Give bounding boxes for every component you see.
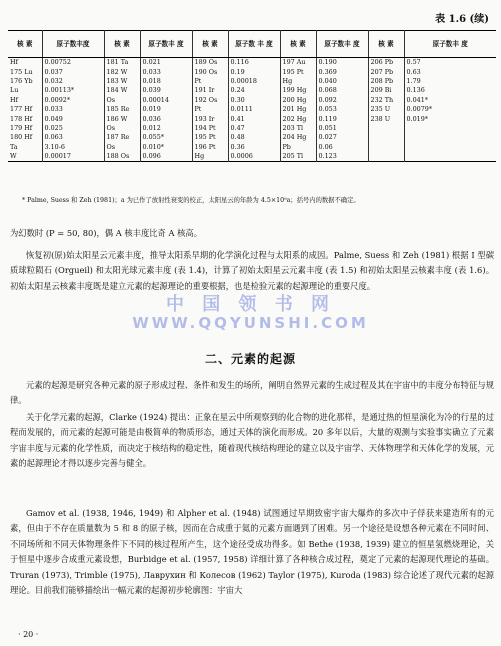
abundance-cell: 1.79 [404,77,496,86]
nuclide-cell: 183 W [104,77,140,86]
abundance-cell: 0.018 [140,77,192,86]
abundance-cell: 0.063 [42,133,104,142]
abundance-cell: 0.48 [228,133,280,142]
nuclide-cell: 184 W [104,86,140,95]
table-caption: 表 1.6 (续) [435,14,489,25]
table-row [8,124,496,133]
nuclide-cell: 182 W [104,67,140,76]
abundance-cell: 0.06 [316,143,368,152]
abundance-cell: 0.00014 [140,96,192,105]
abundance-cell: 0.36 [228,143,280,152]
abundance-cell: 0.096 [140,152,192,162]
nuclide-cell: 194 Pt [192,124,228,133]
column-header: 原子数丰 度 [404,31,496,58]
site-watermark [0,290,501,332]
abundance-cell [404,152,496,162]
abundance-cell: 0.068 [316,86,368,95]
abundance-cell: 0.019* [404,114,496,123]
abundance-cell: 0.41 [228,114,280,123]
abundance-cell: 0.092 [316,96,368,105]
table-row [8,86,496,95]
nuclide-cell: 179 Hf [10,123,33,132]
abundance-cell: 0.47 [228,124,280,133]
table-header-row [8,31,496,58]
abundance-cell [404,143,496,152]
abundance-cell: 0.032 [42,77,104,86]
table-row [8,114,496,123]
column-header: 核 素 [192,31,228,58]
abundance-cell: 0.039 [140,86,192,95]
nuclide-cell: 205 Tl [280,152,316,162]
abundance-cell: 3.10-6 [42,143,104,152]
abundance-cell: 0.00017 [42,152,104,162]
abundance-cell: 0.57 [404,58,496,68]
nuclide-cell: 186 W [104,114,140,123]
column-header: 原子数丰 度 [140,31,192,58]
nuclide-cell: Os [104,143,140,152]
nuclide-cell: 185 Re [104,105,140,114]
abundance-cell: 0.136 [404,86,496,95]
nuclide-cell: 208 Pb [368,77,404,86]
abundance-cell: 0.025 [42,124,104,133]
table-row [8,143,496,152]
abundance-cell: 0.0092* [42,96,104,105]
nuclide-cell: 187 Re [104,133,140,142]
nuclide-cell: 204 Hg [280,133,316,142]
abundance-cell: 0.116 [228,58,280,68]
table-row [8,105,496,114]
nuclide-cell: Os [104,96,140,105]
body-paragraph: 为幻数时 (P = 50, 80)，偶 A 核丰度比奇 A 核高。 [10,228,203,238]
abundance-cell: 0.036 [140,114,192,123]
table-row [8,133,496,142]
abundance-cell: 0.012 [140,124,192,133]
nuclide-cell: 202 Hg [280,114,316,123]
nuclide-cell: 178 Hf [10,114,33,123]
nuclide-cell: Lu [10,86,19,95]
abundance-cell: 0.033 [140,67,192,76]
column-header: 核 素 [8,31,42,58]
table-row [8,152,496,162]
body-paragraph: 关于化学元素的起源，Clarke (1924) 提出：正象在星云中所观察到的化合物的进化那样，是通过热的恒星演化为冷的行星的过程而发展的，而元素的起源可能是由极简单的物质形态，通过天体的演化而形成。20 多年以后，大量的观测与实验事实确立了元素宇宙丰度与元素的化学性质，而决定于核结构的稳定性，随着现代核结构理论的建立以及宇宙学、天体物理学和天体化学的发展，元素的起源理论才得以逐步完善与健全。 [10,412,494,469]
nuclide-cell: W [10,152,17,161]
column-header: 核 素 [104,31,140,58]
nuclide-cell [368,152,404,162]
abundance-cell: 0.010* [140,143,192,152]
abundance-cell: 0.24 [228,86,280,95]
section-title: 二、元素的起源 [204,352,296,366]
nuclide-cell: 175 Lu [10,67,33,76]
nuclide-cell: 207 Pb [368,67,404,76]
abundance-cell: 0.037 [42,67,104,76]
table-row [8,77,496,86]
abundance-cell: 0.30 [228,96,280,105]
page-number: · 20 · [18,630,39,639]
abundance-cell: 0.055* [140,133,192,142]
abundance-cell: 0.041* [404,96,496,105]
nuclide-cell: Hf [10,95,18,104]
body-paragraph: 元素的起源是研究各种元素的原子形成过程、条件和发生的场所，阐明自然界元素的生成过程及其在宇宙中的丰度分布特征与规律。 [10,380,494,406]
abundance-cell: 0.053 [316,105,368,114]
abundance-cell: 0.00752 [42,58,104,68]
table-row [8,58,496,68]
abundance-cell: 0.123 [316,152,368,162]
abundance-cell: 0.027 [316,133,368,142]
nuclide-cell: 190 Os [192,67,228,76]
nuclide-cell: 192 Os [192,96,228,105]
nuclide-cell: Pt [192,105,228,114]
abundance-cell: 0.040 [316,77,368,86]
nuclide-cell: Os [104,124,140,133]
abundance-cell: 0.119 [316,114,368,123]
abundance-cell [404,124,496,133]
table-body [8,58,496,162]
abundance-cell: 0.369 [316,67,368,76]
nuclide-cell: Hf [10,58,18,67]
nuclide-cell: 195 Pt [280,67,316,76]
nuclide-cell: 199 Hg [280,86,316,95]
nuclide-cell: Hg [280,77,316,86]
abundance-cell: 0.0006 [228,152,280,162]
nuclide-cell: Pb [280,143,316,152]
nuclide-cell: 180 Hf [10,133,33,142]
column-header: 原子数丰 度 [316,31,368,58]
column-header: 原子数 丰 度 [228,31,280,58]
table-row [8,67,496,76]
nuclide-cell: 201 Hg [280,105,316,114]
abundance-cell: 0.00018 [228,77,280,86]
table-row [8,96,496,105]
abundance-cell: 0.0079* [404,105,496,114]
nuclide-cell [368,133,404,142]
watermark-line: WWW.QQYUNSHI.COM [132,314,369,332]
watermark-line: 中 国 领 书 网 [165,294,336,315]
abundance-cell [404,133,496,142]
abundance-cell: 0.63 [404,67,496,76]
abundance-cell: 0.19 [228,67,280,76]
abundance-table-container [8,30,496,162]
nuclide-cell: 196 Pt [192,143,228,152]
nuclide-cell: 177 Hf [10,105,33,114]
body-paragraph: 恢复初(原)始太阳星云元素丰度，推导太阳系早期的化学演化过程与太阳系的成因。Palme, Suess 和 Zeh (1981) 根据 I 型碳质球粒陨石 (Orgueil) 和太阳光球元素丰度 (表 1.4)，计算了初始太阳星云元素丰度 (表 1.5) 和初始太阳星云核素丰度 (表 1.6)。初始太阳星云核素丰度既是建立元素的起源理论的重要根据，也是检验元素的起源理论的重要尺度。 [10,250,494,291]
nuclide-cell: Pt [192,77,228,86]
nuclide-cell: 193 Ir [192,114,228,123]
nuclide-cell [368,143,404,152]
body-paragraph: Gamov et al. (1938, 1946, 1949) 和 Alpher et al. (1948) 试图通过早期致密宇宙大爆炸的多次中子俘获来建造所有的元素，但由于不存在质量数为 5 和 8 的原子核，因而在合成重于氦的元素方面遇到了困难。另一个途径是设想各种元素在不同时间、不同场所和不同天体物理条件下不同的核过程所产生，这个途径受成功得多。如 Bethe (1938, 1939) 建立的恒星氢燃烧理论，关于恒星中逐步合成重元素设想，Burbidge et al. (1957, 1958) 详细计算了各种核合成过程，奠定了元素的起源现代理论的基础。Truran (1973), Trimble (1975), Лаврухин 和 Колесов (1962) Taylor (1975), Kuroda (1983) 综合论述了现代元素的起源理论。目前我们能够描绘出一幅元素的起源初步轮廓图：宇宙大 [10,508,494,596]
nuclide-cell: 188 Os [104,152,140,162]
nuclide-cell: 238 U [368,114,404,123]
nuclide-cell: 200 Hg [280,96,316,105]
nuclide-cell: Ta [10,142,18,151]
table-footnote: * Palme, Suess 和 Zeh (1981)；a 为已作了放射性衰变的校正，太阳星云的年龄为 4.5×10⁹a；括号内的数据不确定。 [22,197,360,204]
abundance-cell: 0.190 [316,58,368,68]
abundance-cell: 0.019 [140,105,192,114]
abundance-cell: 0.051 [316,124,368,133]
abundance-cell: 0.00113* [42,86,104,95]
nuclide-cell: 209 Bi [368,86,404,95]
nuclide-cell: 235 U [368,105,404,114]
abundance-cell: 0.0111 [228,105,280,114]
nuclide-cell: 195 Pt [192,133,228,142]
nuclide-cell: Hg [192,152,228,162]
column-header: 核 素 [280,31,316,58]
nuclide-abundance-table [8,30,496,162]
nuclide-cell: 197 Au [280,58,316,68]
nuclide-cell: 189 Os [192,58,228,68]
abundance-cell: 0.049 [42,114,104,123]
nuclide-cell: 203 Tl [280,124,316,133]
nuclide-cell: 206 Pb [368,58,404,68]
column-header: 核 素 [368,31,404,58]
column-header: 原子数丰度 [42,31,104,58]
nuclide-cell: 181 Ta [104,58,140,68]
abundance-cell: 0.033 [42,105,104,114]
nuclide-cell: 176 Yb [10,76,33,85]
nuclide-cell: 232 Th [368,96,404,105]
abundance-cell: 0.021 [140,58,192,68]
nuclide-cell [368,124,404,133]
nuclide-cell: 191 Ir [192,86,228,95]
